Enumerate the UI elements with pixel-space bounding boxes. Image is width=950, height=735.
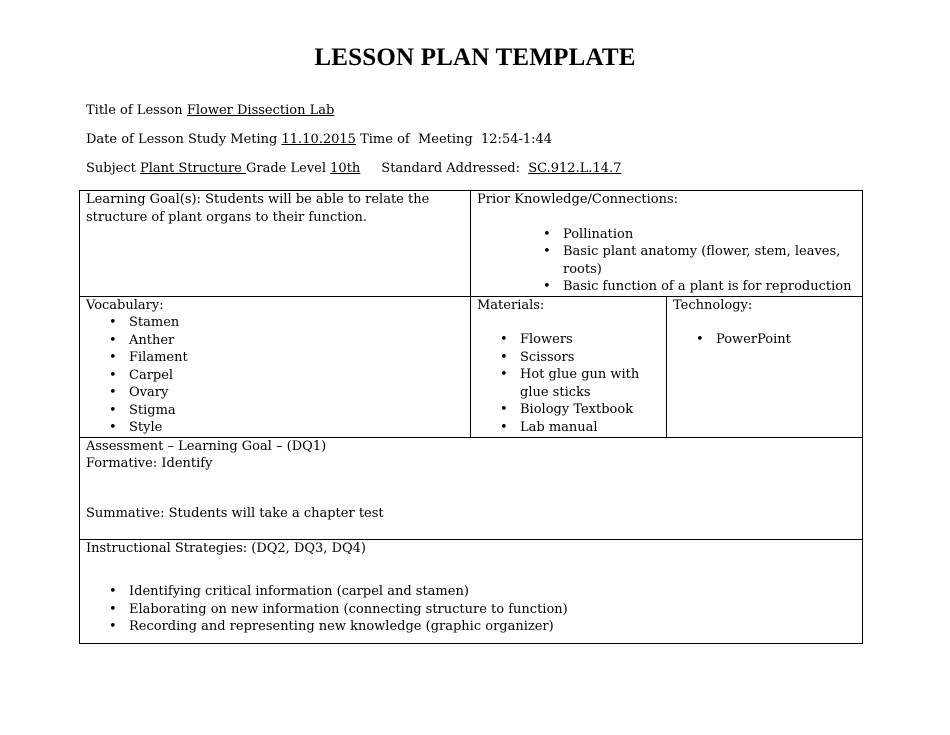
learning-goal-cell [80,191,471,297]
row-resources [80,296,863,437]
row-strategies [80,539,863,643]
list-item: • Biology Textbook [520,401,660,419]
lesson-title-label: Title of Lesson [86,103,187,118]
learning-goal-text: Learning Goal(s): Students will be able to relate the structure of plant organs to their function. [86,192,430,225]
prior-knowledge-list [477,226,856,296]
technology-list [673,331,856,349]
list-item: • Recording and representing new knowledge (graphic organizer) [129,618,856,636]
lesson-plan-table [79,190,863,644]
list-item: • Stamen [129,314,464,332]
technology-heading: Technology: [673,297,753,313]
list-item: • Filament [129,349,464,367]
row-goals [80,191,863,297]
technology-cell [667,296,863,437]
list-item: • Carpel [129,367,464,385]
list-item: • Anther [129,332,464,350]
assessment-heading: Assessment – Learning Goal – (DQ1) [86,438,327,454]
list-item: • Scissors [520,349,660,367]
vocabulary-heading: Vocabulary: [86,297,164,313]
list-item: • Elaborating on new information (connecting structure to function) [129,601,856,619]
subject-label: Subject [86,161,140,176]
page-title: LESSON PLAN TEMPLATE [314,44,636,71]
strategies-list [86,583,856,636]
grade-label: Grade Level [246,161,331,176]
list-item: • Ovary [129,384,464,402]
vocabulary-cell [80,296,471,437]
assessment-cell [80,437,863,539]
list-item: • Flowers [520,331,660,349]
materials-heading: Materials: [477,297,545,313]
lesson-title-value: Flower Dissection Lab [186,103,335,118]
standard-value: SC.912.L.14.7 [528,161,622,176]
list-item: • PowerPoint [716,331,856,349]
strategies-heading: Instructional Strategies: (DQ2, DQ3, DQ4) [86,540,366,556]
list-item: • Basic function of a plant is for reproduction [563,278,856,296]
subject-line [86,161,621,176]
grade-value: 10th [330,161,361,176]
prior-knowledge-cell [471,191,863,297]
list-item: • Stigma [129,402,464,420]
list-item: • Style [129,419,464,437]
list-item: • Hot glue gun with glue sticks [520,366,660,401]
subject-value: Plant Structure [139,161,246,176]
strategies-cell [80,539,863,643]
summative-text: Summative: Students will take a chapter test [86,505,384,521]
time-label: Time of Meeting [355,132,482,147]
prior-knowledge-heading: Prior Knowledge/Connections: [477,192,679,207]
row-assessment [80,437,863,539]
time-value: 12:54-1:44 [481,132,553,147]
vocabulary-list [86,314,464,437]
list-item: • Identifying critical information (carpel and stamen) [129,583,856,601]
list-item: • Lab manual [520,419,660,437]
date-time-line [86,132,552,147]
standard-label: Standard Addressed: [381,161,529,176]
formative-text: Formative: Identify [86,456,213,471]
list-item: • Basic plant anatomy (flower, stem, leaves, roots) [563,243,856,278]
lesson-title-line [86,103,334,118]
list-item: • Pollination [563,226,856,244]
materials-cell [471,296,667,437]
date-value: 11.10.2015 [281,132,356,147]
date-label: Date of Lesson Study Meting [86,132,282,147]
materials-list [477,331,660,436]
